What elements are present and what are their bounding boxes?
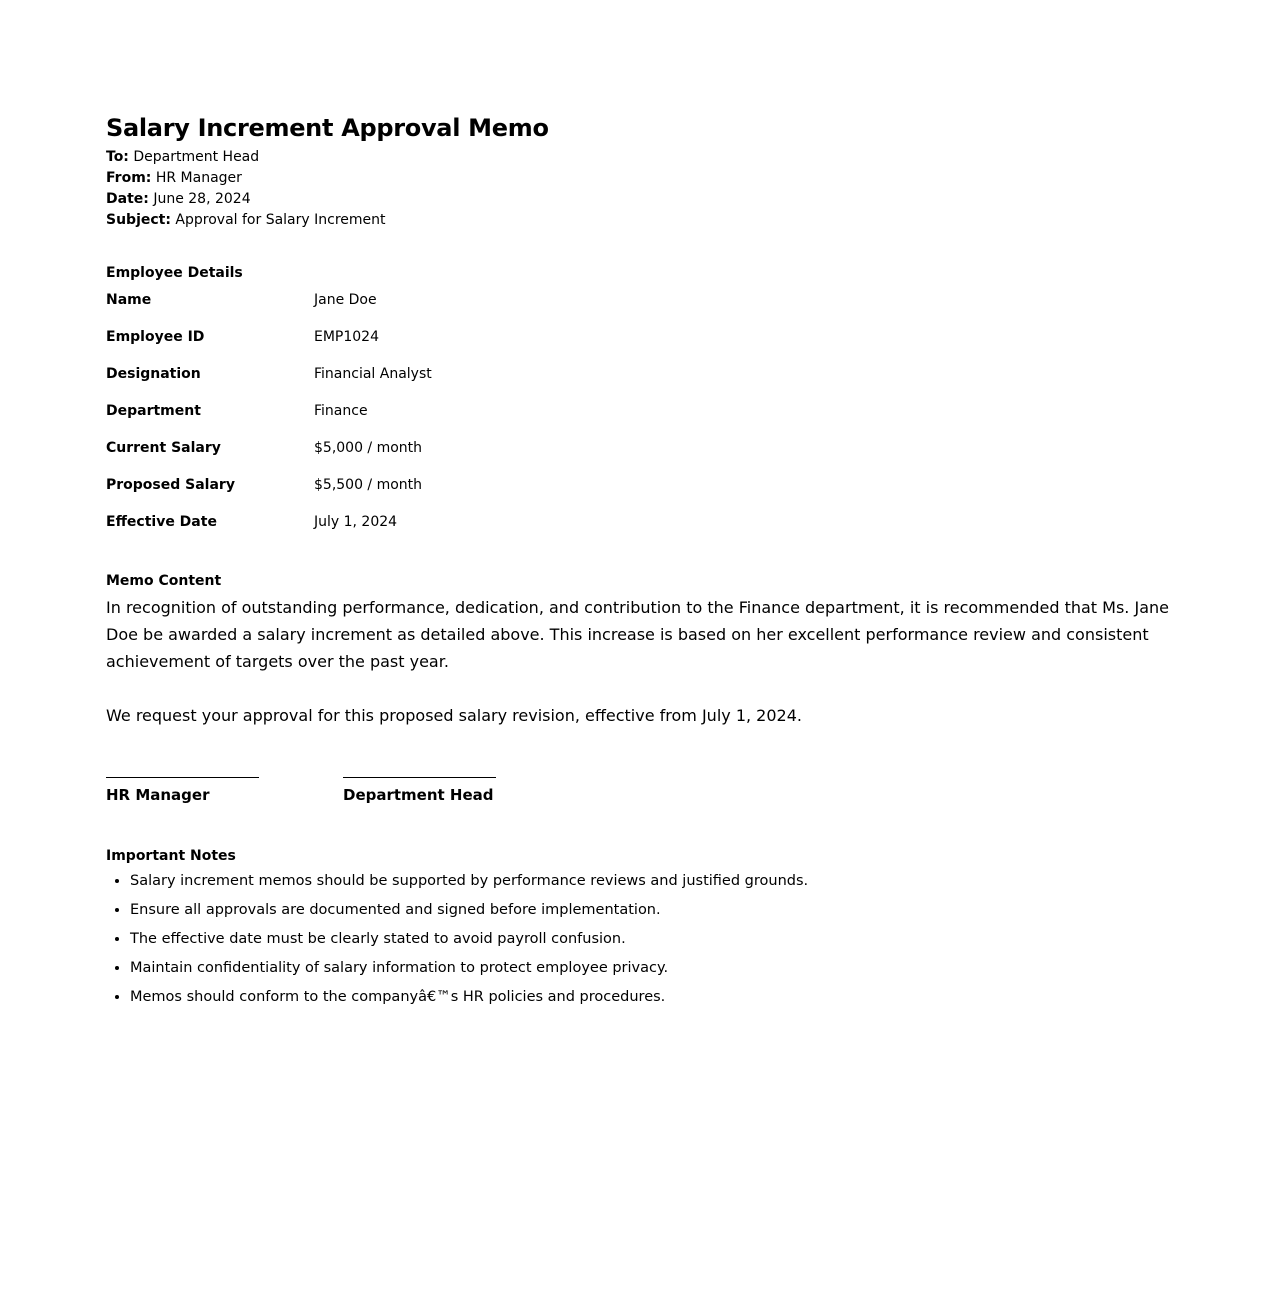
to-value: Department Head [133, 149, 260, 165]
employee-details-heading: Employee Details [106, 265, 243, 281]
table-row [106, 401, 432, 422]
signature-department-head [343, 777, 496, 806]
list-item: • Salary increment memos should be supported by performance reviews and justified grounds. [130, 871, 1181, 892]
detail-label: Proposed Salary [106, 477, 235, 493]
table-row [106, 475, 432, 496]
detail-label: Current Salary [106, 440, 221, 456]
memo-paragraph: We request your approval for this proposed salary revision, effective from July 1, 2024. [106, 706, 802, 725]
from-label: From: [106, 170, 152, 186]
signature-block [106, 777, 1181, 806]
from-value: HR Manager [155, 170, 242, 186]
employee-details-table [102, 274, 436, 549]
detail-label: Designation [106, 366, 201, 382]
detail-label: Employee ID [106, 329, 205, 345]
to-label: To: [106, 149, 129, 165]
important-notes-heading: Important Notes [106, 848, 236, 864]
important-notes-list [106, 871, 1181, 1008]
list-item: • Maintain confidentiality of salary information to protect employee privacy. [130, 958, 1181, 979]
subject-value: Approval for Salary Increment [175, 212, 386, 228]
detail-value: Finance [314, 403, 368, 419]
signature-role: HR Manager [106, 786, 210, 804]
memo-document [106, 110, 1181, 1016]
memo-paragraph: In recognition of outstanding performance, dedication, and contribution to the Finance department, it is recommended that Ms. Jane Doe be awarded a salary increment as detailed above. This increase is based on her excellent performance review and consistent achievement of targets over the past year. [106, 598, 1169, 671]
subject-line [106, 210, 1181, 231]
date-label: Date: [106, 191, 149, 207]
table-row [106, 438, 432, 459]
detail-value: $5,000 / month [314, 440, 423, 456]
to-line [106, 147, 1181, 168]
signature-hr-manager [106, 777, 259, 806]
detail-label: Name [106, 292, 152, 308]
detail-value: $5,500 / month [314, 477, 423, 493]
list-item: • Ensure all approvals are documented and signed before implementation. [130, 900, 1181, 921]
table-row [106, 364, 432, 385]
from-line [106, 168, 1181, 189]
detail-label: Effective Date [106, 514, 217, 530]
table-row [106, 327, 432, 348]
detail-value: Financial Analyst [314, 366, 432, 382]
memo-content-heading: Memo Content [106, 573, 222, 589]
table-row [106, 512, 432, 533]
signature-role: Department Head [343, 786, 494, 804]
date-value: June 28, 2024 [153, 191, 251, 207]
detail-value: EMP1024 [314, 329, 379, 345]
detail-label: Department [106, 403, 201, 419]
date-line [106, 189, 1181, 210]
memo-header [106, 147, 1181, 231]
subject-label: Subject: [106, 212, 171, 228]
detail-value: Jane Doe [314, 292, 377, 308]
list-item: • The effective date must be clearly stated to avoid payroll confusion. [130, 929, 1181, 950]
detail-value: July 1, 2024 [314, 514, 398, 530]
table-row [106, 290, 432, 311]
signature-line [106, 777, 259, 778]
memo-title: Salary Increment Approval Memo [106, 114, 549, 142]
signature-line [343, 777, 496, 778]
list-item: • Memos should conform to the companyâ€™s HR policies and procedures. [130, 987, 1181, 1008]
